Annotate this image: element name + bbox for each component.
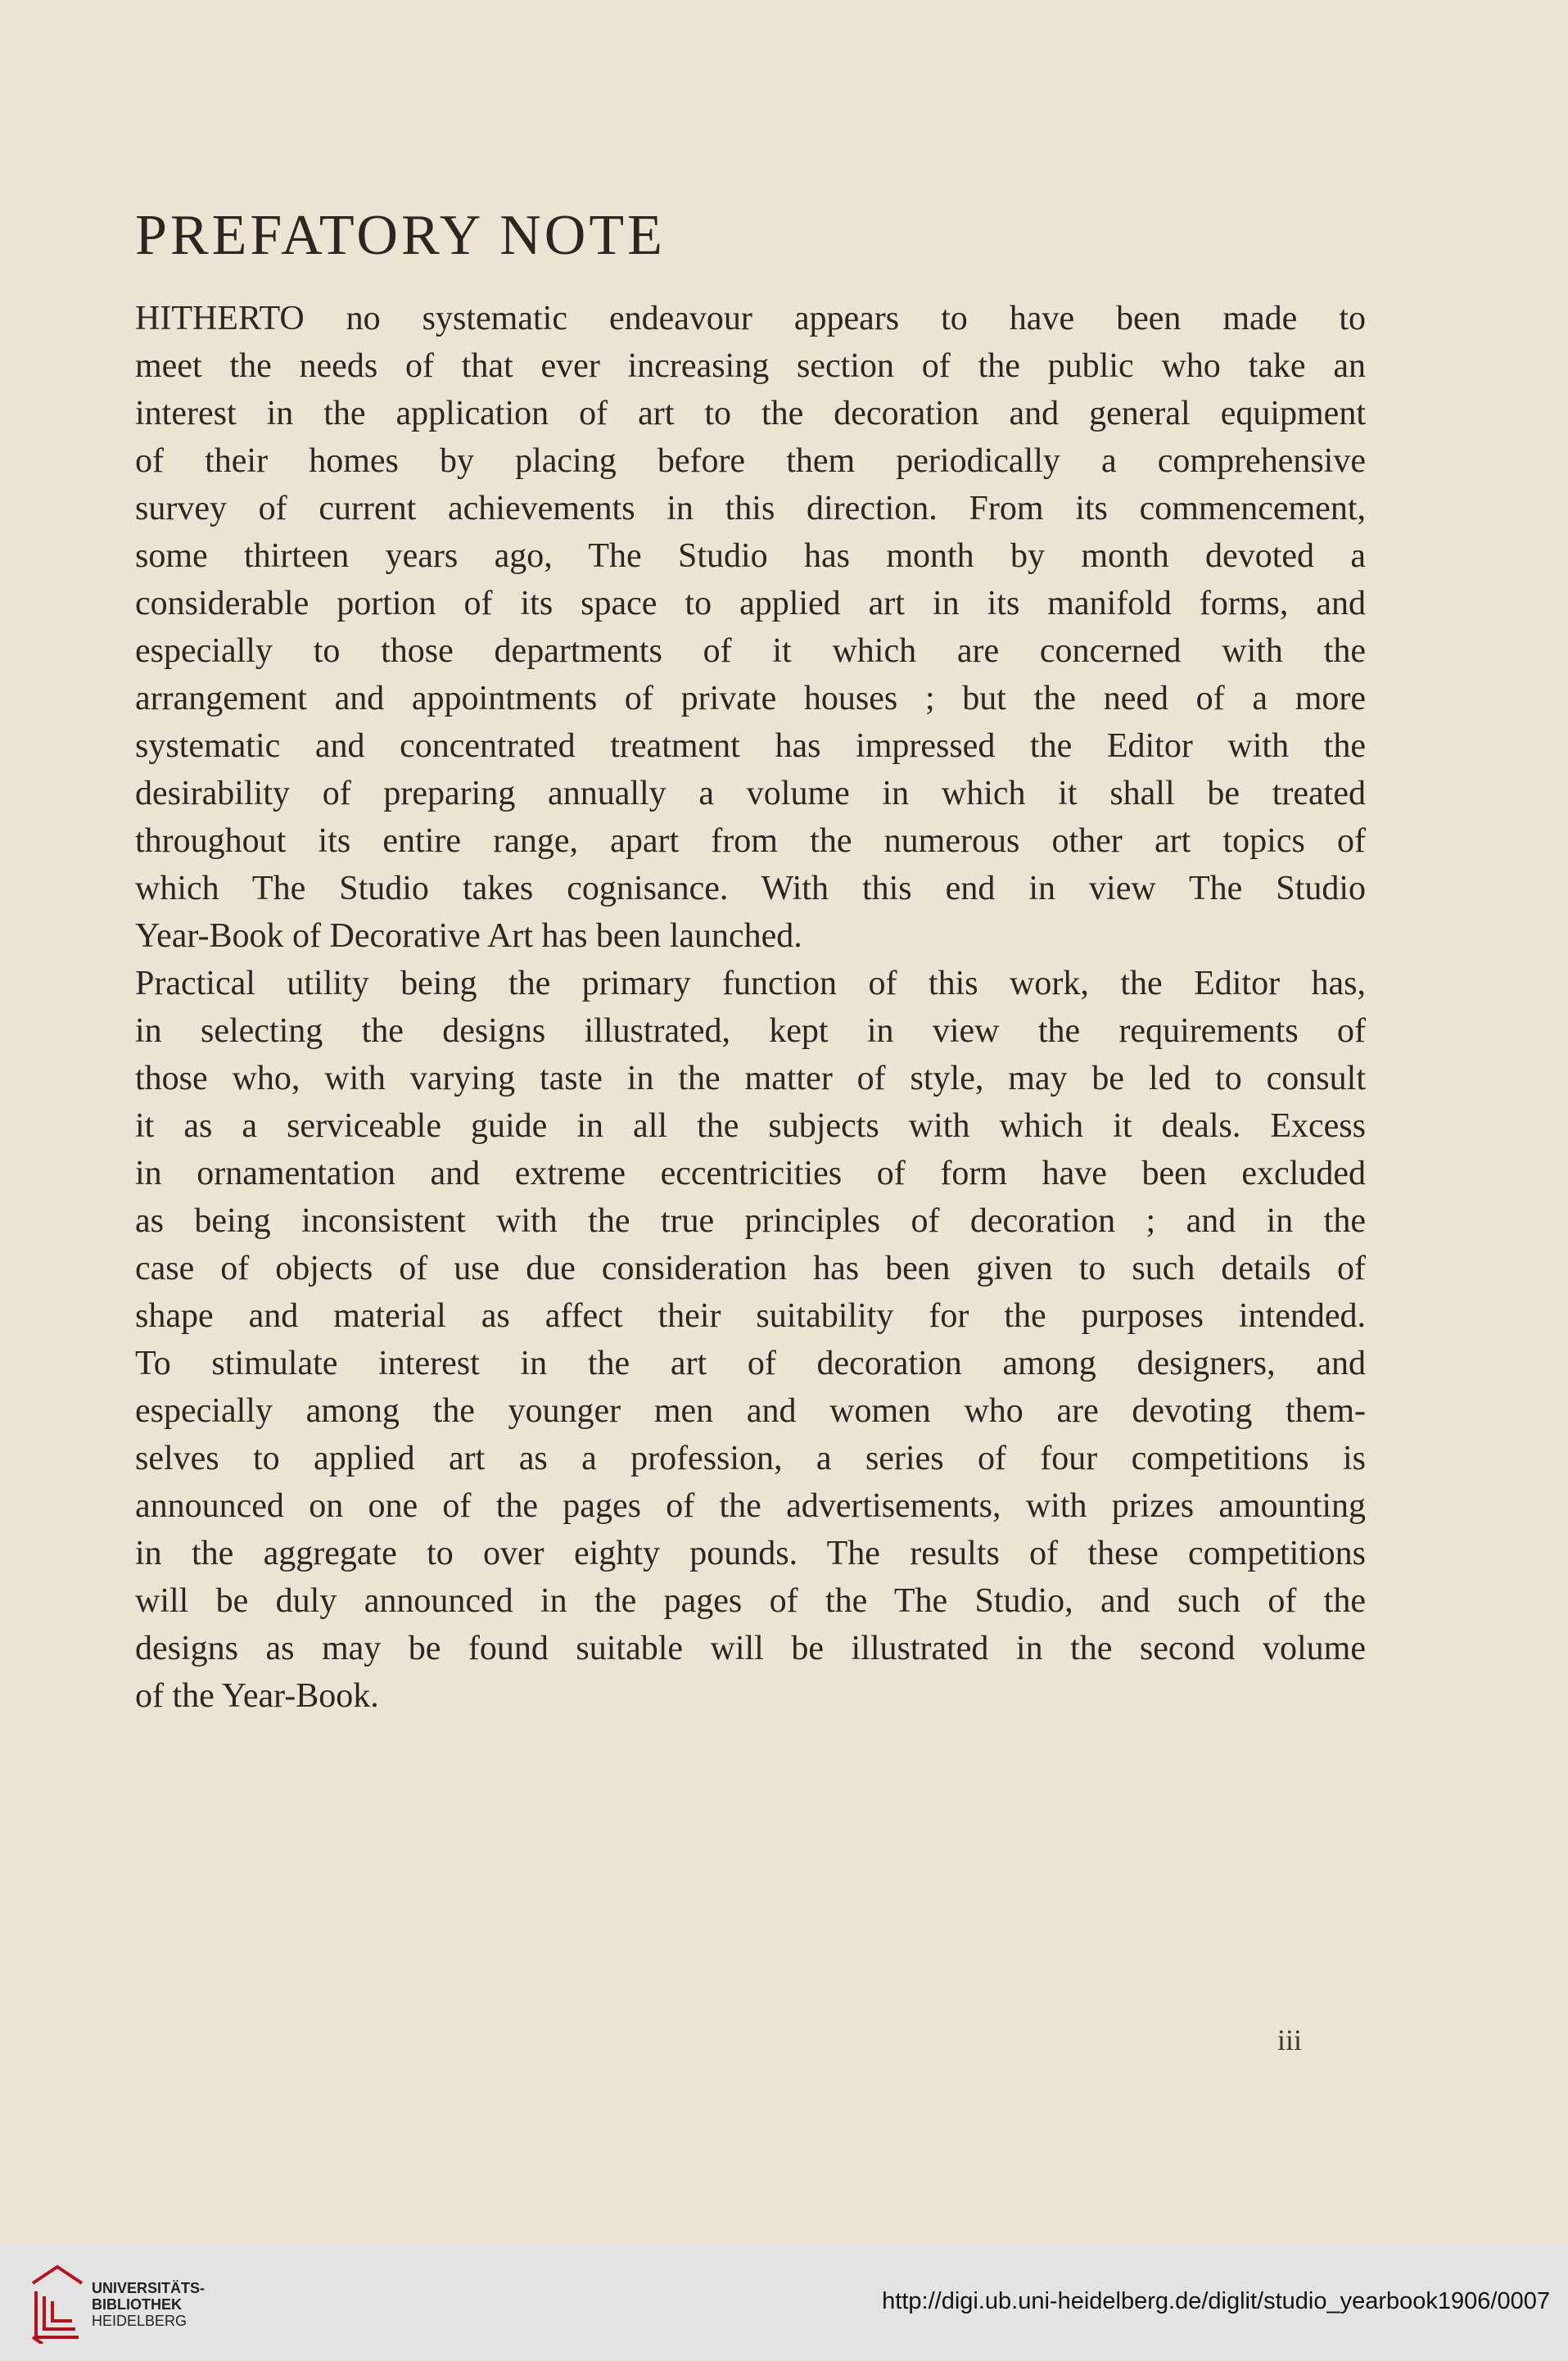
page-number: iii — [1277, 2024, 1303, 2056]
text-line: those who, with varying taste in the matter of style, may be led to consult — [135, 1060, 1366, 1097]
text-line: announced on one of the pages of the advertisements, with prizes amounting — [135, 1487, 1366, 1525]
page-heading: PREFATORY NOTE — [135, 204, 666, 267]
text-line: of their homes by placing before them periodically a comprehensive — [135, 442, 1366, 480]
text-line: considerable portion of its space to applied art in its manifold forms, and — [135, 585, 1366, 622]
university-library-logo-icon — [25, 2259, 88, 2344]
text-line: in selecting the designs illustrated, kept in view the requirements of — [135, 1012, 1366, 1050]
text-line: some thirteen years ago, The Studio has month by month devoted a — [135, 537, 1366, 575]
text-line: interest in the application of art to the decoration and general equipment — [135, 395, 1366, 432]
text-line: will be duly announced in the pages of the The Studio, and such of the — [135, 1582, 1366, 1620]
library-name — [92, 2280, 205, 2329]
text-line: of the Year-Book. — [135, 1677, 379, 1715]
text-line: in the aggregate to over eighty pounds. The results of these competitions — [135, 1535, 1366, 1572]
text-line: especially to those departments of it which are concerned with the — [135, 632, 1366, 670]
text-line: especially among the younger men and women who are devoting them- — [135, 1392, 1366, 1430]
text-line: case of objects of use due consideration has been given to such details of — [135, 1250, 1366, 1287]
text-line: survey of current achievements in this direction. From its commencement, — [135, 490, 1366, 527]
text-line: in ornamentation and extreme eccentricities of form have been excluded — [135, 1155, 1366, 1192]
text-line: Practical utility being the primary function of this work, the Editor has, — [135, 965, 1366, 1002]
text-line: Year-Book of Decorative Art has been launched. — [135, 917, 802, 955]
library-name-line: HEIDELBERG — [92, 2313, 188, 2329]
library-name-line: UNIVERSITÄTS- — [92, 2280, 206, 2296]
text-line: desirability of preparing annually a volume in which it shall be treated — [135, 775, 1366, 812]
text-line: arrangement and appointments of private houses ; but the need of a more — [135, 680, 1366, 717]
library-name-line: BIBLIOTHEK — [92, 2296, 182, 2313]
text-line: selves to applied art as a profession, a series of four competitions is — [135, 1440, 1366, 1477]
text-line: which The Studio takes cognisance. With this end in view The Studio — [135, 870, 1366, 907]
text-line: To stimulate interest in the art of decoration among designers, and — [135, 1345, 1366, 1382]
footer-bar — [0, 2244, 1568, 2361]
text-line: designs as may be found suitable will be illustrated in the second volume — [135, 1630, 1366, 1667]
text-line: it as a serviceable guide in all the subjects with which it deals. Excess — [135, 1107, 1366, 1145]
source-url-link[interactable]: http://digi.ub.uni-heidelberg.de/diglit/studio_yearbook1906/0007 — [882, 2288, 1550, 2314]
text-line: meet the needs of that ever increasing section of the public who take an — [135, 347, 1366, 385]
text-line: throughout its entire range, apart from the numerous other art topics of — [135, 822, 1366, 860]
text-line: systematic and concentrated treatment has impressed the Editor with the — [135, 727, 1366, 765]
body-text — [135, 295, 1366, 1720]
text-line: as being inconsistent with the true principles of decoration ; and in the — [135, 1202, 1366, 1240]
text-line: HITHERTO no systematic endeavour appears to have been made to — [135, 300, 1366, 337]
text-line: shape and material as affect their suitability for the purposes intended. — [135, 1297, 1366, 1335]
